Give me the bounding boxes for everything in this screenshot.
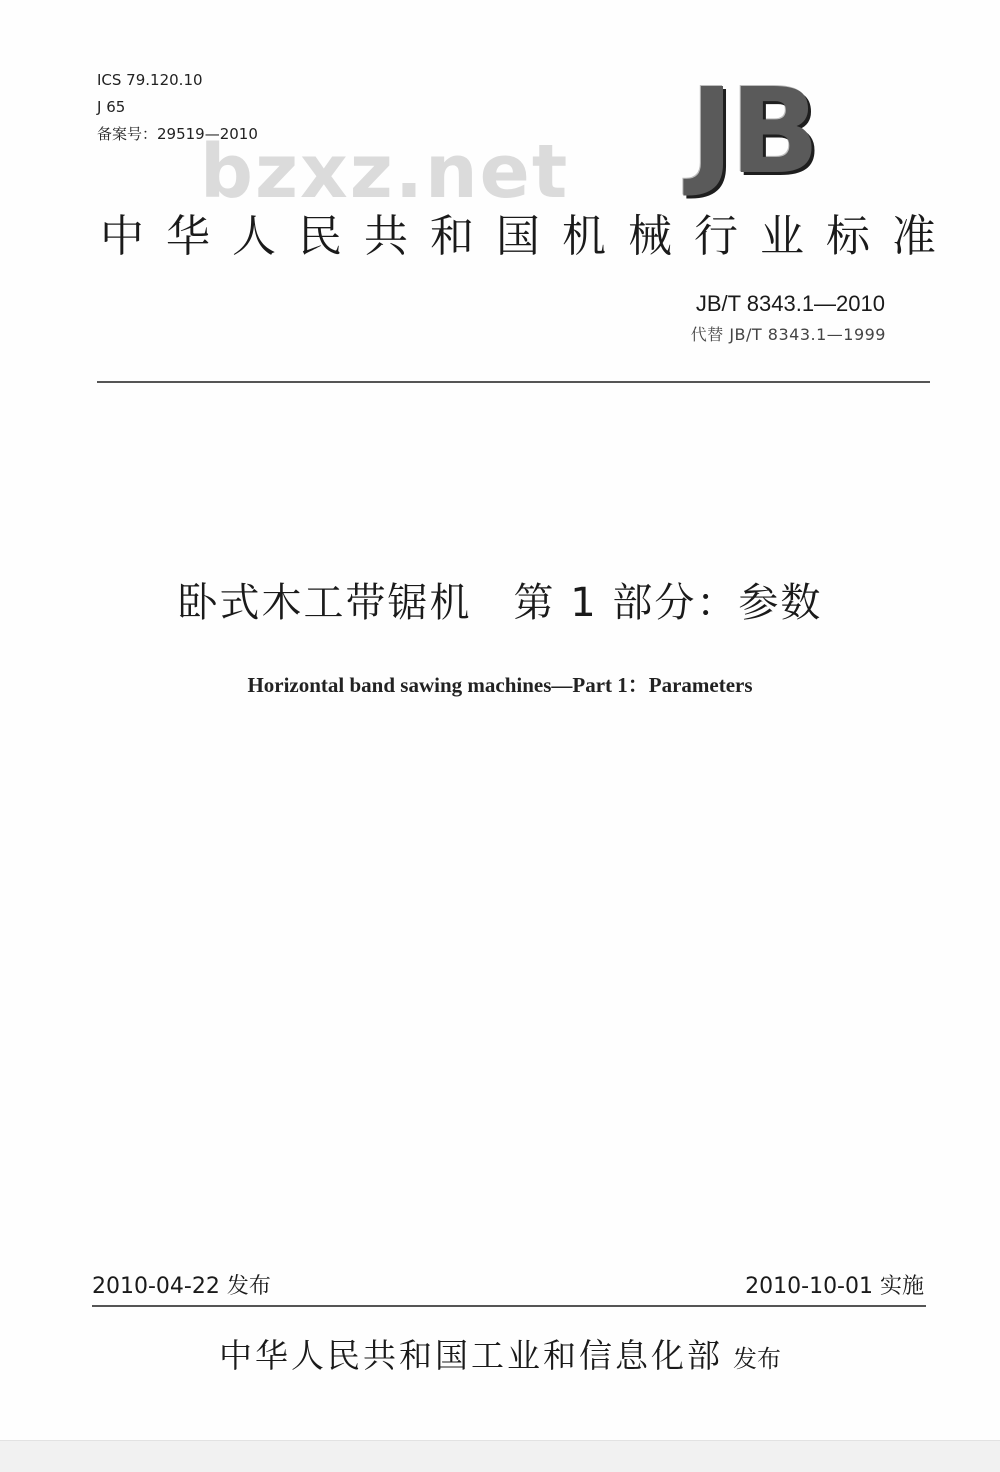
publisher-action: 发布 (733, 1345, 781, 1373)
replaces-standard: 代替 JB/T 8343.1—1999 (690, 325, 886, 344)
header-divider (97, 381, 930, 383)
category-code: J 65 (97, 98, 126, 116)
ics-code: ICS 79.120.10 (97, 71, 203, 89)
standard-number: JB/T 8343.1—2010 (695, 291, 885, 316)
issue-date: 2010-04-22 发布 (92, 1274, 271, 1299)
jb-logo: JB (690, 62, 816, 200)
standard-type-title: 中华人民共和国机械行业标准 (100, 211, 958, 262)
publisher-org: 中华人民共和国工业和信息化部 (219, 1336, 723, 1375)
document-title-cn: 卧式木工带锯机 第 1 部分：参数 (177, 580, 823, 626)
publisher-line (0, 1334, 1000, 1381)
viewer-bottom-strip (0, 1440, 1000, 1472)
record-number: 备案号：29519—2010 (97, 125, 258, 143)
footer-divider (92, 1305, 926, 1307)
document-title-en: Horizontal band sawing machines—Part 1：Parameters (247, 673, 753, 697)
watermark: bzxz.net (200, 129, 570, 215)
implementation-date: 2010-10-01 实施 (745, 1274, 924, 1299)
